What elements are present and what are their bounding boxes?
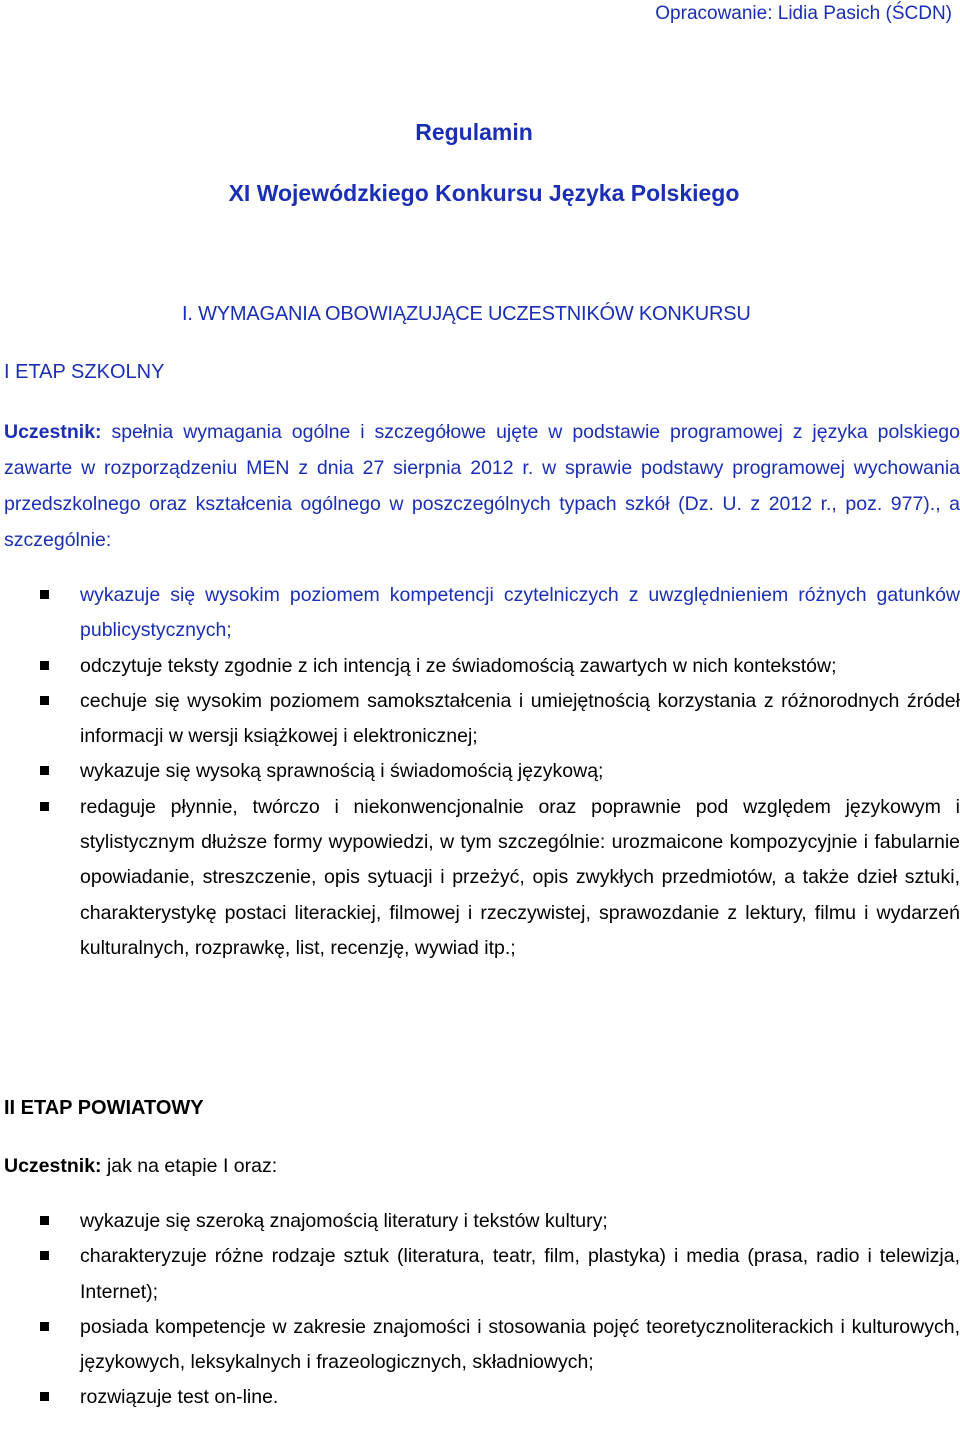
list-item (0, 1239, 960, 1310)
list-item (0, 684, 960, 755)
section-heading: I. WYMAGANIA OBOWIĄZUJĄCE UCZESTNIKÓW KONKURSU (182, 303, 751, 325)
list-item-text: wykazuje się wysokim poziomem kompetencji czytelniczych z uwzględnieniem różnych gatunków publicystycznych; (80, 584, 960, 642)
square-bullet-icon (40, 1216, 49, 1225)
list-item-text: rozwiązuje test on-line. (80, 1386, 279, 1409)
document-title: Regulamin (415, 119, 533, 145)
stage2-intro (4, 1148, 960, 1184)
list-item (0, 790, 960, 966)
square-bullet-icon (40, 696, 49, 705)
stage1-intro-text: spełnia wymagania ogólne i szczegółowe ujęte w podstawie programowej z języka polskiego zawarte w rozporządzeniu MEN z dnia 27 sierpnia 2012 r. w sprawie podstawy programowej wychowania przedszkolnego oraz kształcenia ogólnego w poszczególnych typach szkół (Dz. U. z 2012 r., poz. 977)., a szczególnie: (4, 421, 960, 551)
stage1-label: I ETAP SZKOLNY (4, 361, 165, 383)
document-subtitle: XI Wojewódzkiego Konkursu Języka Polskiego (228, 180, 740, 206)
list-item (0, 1380, 960, 1415)
list-item-text: cechuje się wysokim poziomem samokształcenia i umiejętnością korzystania z różnorodnych źródeł informacji w wersji książkowej i elektronicznej; (80, 689, 960, 748)
square-bullet-icon (40, 1392, 49, 1401)
list-item (0, 1310, 960, 1381)
stage1-intro-lead: Uczestnik: (4, 421, 102, 443)
square-bullet-icon (40, 590, 49, 599)
list-item-text: charakteryzuje różne rodzaje sztuk (literatura, teatr, film, plastyka) i media (prasa, radio i telewizja, Internet); (80, 1245, 960, 1303)
list-item (0, 649, 960, 684)
list-item-text: odczytuje teksty zgodnie z ich intencją i ze świadomością zawartych w nich kontekstów; (80, 654, 837, 677)
list-item (0, 754, 960, 789)
list-item-text: redaguje płynnie, twórczo i niekonwencjonalnie oraz poprawnie pod względem językowym i stylistycznym dłuższe formy wypowiedzi, w tym szczególnie: urozmaicone kompozycyjnie i fabularnie opowiadanie, streszczenie, opis sytuacji i przeżyć, opis zwykłych przedmiotów, a także dzieł sztuki, charakterystykę postaci literackiej, filmowej i rzeczywistej, sprawozdanie z lektury, filmu i wydarzeń kulturalnych, rozprawkę, list, recenzję, wywiad itp.; (80, 795, 960, 959)
square-bullet-icon (40, 1322, 49, 1331)
square-bullet-icon (40, 661, 49, 670)
square-bullet-icon (40, 766, 49, 775)
list-item (0, 1204, 960, 1239)
list-item-text: wykazuje się wysoką sprawnością i świadomością językową; (80, 760, 604, 783)
author-credit: Opracowanie: Lidia Pasich (ŚCDN) (655, 3, 952, 24)
list-item (0, 578, 960, 649)
stage1-intro (4, 414, 960, 558)
stage2-intro-text: jak na etapie I oraz: (101, 1155, 278, 1177)
stage2-requirements-list (0, 1204, 960, 1416)
square-bullet-icon (40, 802, 49, 811)
list-item-text: posiada kompetencje w zakresie znajomości i stosowania pojęć teoretycznoliterackich i kulturowych, językowych, leksykalnych i frazeologicznych, składniowych; (80, 1315, 960, 1374)
stage2-label: II ETAP POWIATOWY (4, 1097, 204, 1119)
list-item-text: wykazuje się szeroką znajomością literatury i tekstów kultury; (80, 1210, 608, 1232)
stage1-requirements-list (0, 578, 960, 966)
square-bullet-icon (40, 1251, 49, 1260)
stage2-intro-lead: Uczestnik: (4, 1155, 102, 1177)
